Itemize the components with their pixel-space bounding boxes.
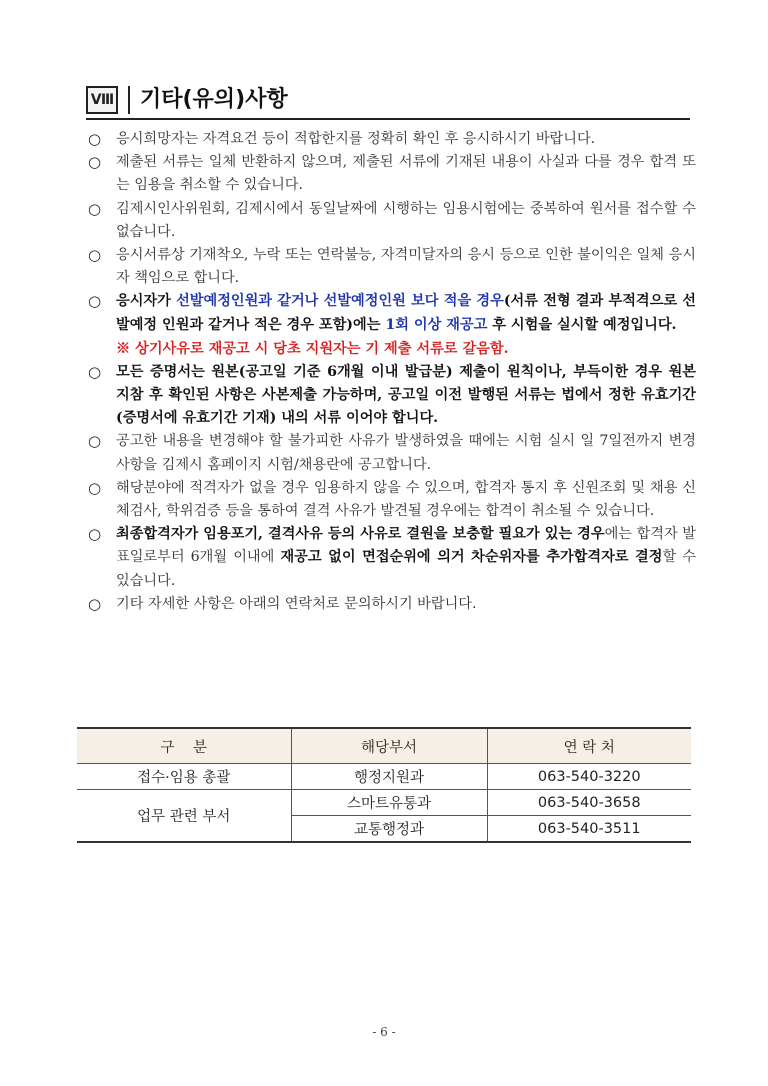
notice-text: 공고한 내용을 변경해야 할 불가피한 사유가 발생하였을 때에는 시험 실시 일 7일전까지 변경사항을 김제시 홈페이지 시험/채용란에 공고합니다. — [116, 433, 696, 473]
category-cell: 업무 관련 부서 — [77, 790, 291, 843]
notice-text-part: 에는 합격자 발표일로부터 6개월 이내에 — [116, 526, 696, 566]
column-header: 연 락 처 — [487, 728, 691, 764]
section-title: 기타(유의)사항 — [140, 87, 288, 112]
notice-text-bold: 재공고 없이 면접순위에 의거 차순위자를 추가합격자로 결정 — [280, 549, 663, 566]
circle-bullet-icon: ○ — [88, 432, 102, 451]
notice-item-9 — [88, 523, 696, 593]
notice-text-bold: 최종합격자가 임용포기, 결격사유 등의 사유로 결원을 보충할 필요가 있는 경우 — [116, 526, 605, 543]
notice-item-7 — [88, 430, 696, 476]
phone-cell: 063-540-3220 — [487, 764, 691, 790]
notice-text: 해당분야에 적격자가 없을 경우 임용하지 않을 수 있으며, 합격자 통지 후 신원조회 및 채용 신체검사, 학위검증 등을 통하여 결격 사유가 발견될 경우에는 합격이 취소될 수 있습니다. — [116, 479, 696, 520]
section-divider-bar — [128, 86, 130, 114]
notice-item-8 — [88, 477, 696, 523]
section-number-box: Ⅷ — [86, 86, 118, 114]
notice-highlight-blue: 1회 이상 재공고 — [385, 316, 488, 333]
dept-cell: 행정지원과 — [291, 764, 487, 790]
notice-text-part: 응시자가 — [116, 293, 177, 310]
notice-item-2 — [88, 151, 696, 197]
section-header — [86, 84, 690, 118]
table-row — [77, 764, 691, 790]
phone-cell: 063-540-3511 — [487, 816, 691, 843]
notice-highlight-blue: 선발예정인원과 같거나 선발예정인원 보다 적을 경우 — [176, 293, 504, 310]
notice-text: 응시서류상 기재착오, 누락 또는 연락불능, 자격미달자의 응시 등으로 인한 불이익은 일체 응시자 책임으로 합니다. — [116, 247, 696, 287]
dept-cell: 교통행정과 — [291, 816, 487, 843]
circle-bullet-icon: ○ — [88, 525, 102, 544]
contact-table — [77, 727, 691, 843]
circle-bullet-icon: ○ — [88, 130, 102, 148]
notice-item-10 — [88, 593, 696, 616]
notice-list — [88, 128, 696, 616]
dept-cell: 스마트유통과 — [291, 790, 487, 816]
notice-item-4 — [88, 244, 696, 290]
notice-text: 제출된 서류는 일체 반환하지 않으며, 제출된 서류에 기재된 내용이 사실과 다를 경우 합격 또는 임용을 취소할 수 있습니다. — [116, 154, 696, 194]
notice-item-5 — [88, 290, 696, 336]
category-cell: 접수·임용 총괄 — [77, 764, 291, 790]
page-number: - 6 - — [372, 1025, 396, 1039]
notice-item-6 — [88, 361, 696, 431]
notice-item-3 — [88, 198, 696, 244]
circle-bullet-icon: ○ — [88, 153, 102, 172]
circle-bullet-icon: ○ — [88, 199, 102, 218]
notice-text: 모든 증명서는 원본(공고일 기준 6개월 이내 발급분) 제출이 원칙이나, 부득이한 경우 원본 지참 후 확인된 사항은 사본제출 가능하며, 공고일 이전 발행된 서류는 법에서 정한 유효기간(증명서에 유효기간 기재) 내의 서류 이어야 합니다. — [116, 363, 696, 427]
section-underline — [86, 118, 690, 120]
notice-text: 응시희망자는 자격요건 등이 적합한지를 정확히 확인 후 응시하시기 바랍니다. — [116, 131, 596, 147]
notice-text-part: (서류 전형 결과 부적격으로 선발예정 인원과 같거나 적은 경우 포함)에는 — [116, 293, 696, 333]
phone-cell: 063-540-3658 — [487, 790, 691, 816]
column-header: 해당부서 — [291, 728, 487, 764]
table-row — [77, 790, 691, 816]
notice-text: 김제시인사위원회, 김제시에서 동일날짜에 시행하는 임용시험에는 중복하여 원서를 접수할 수 없습니다. — [116, 200, 696, 240]
circle-bullet-icon: ○ — [88, 594, 102, 613]
reannouncement-note: ※ 상기사유로 재공고 시 당초 지원자는 기 제출 서류로 갈음함. — [116, 340, 509, 357]
circle-bullet-icon: ○ — [88, 292, 102, 311]
circle-bullet-icon: ○ — [88, 478, 102, 497]
notice-text: 기타 자세한 사항은 아래의 연락처로 문의하시기 바랍니다. — [116, 595, 477, 612]
notice-text-part: 할 수 있습니다. — [116, 549, 696, 589]
table-header-row — [77, 728, 691, 764]
circle-bullet-icon: ○ — [88, 246, 102, 265]
notice-item-1 — [88, 128, 696, 151]
notice-text-part: 후 시험을 실시할 예정입니다. — [487, 316, 677, 333]
circle-bullet-icon: ○ — [88, 362, 102, 381]
column-header: 구 분 — [77, 728, 291, 764]
